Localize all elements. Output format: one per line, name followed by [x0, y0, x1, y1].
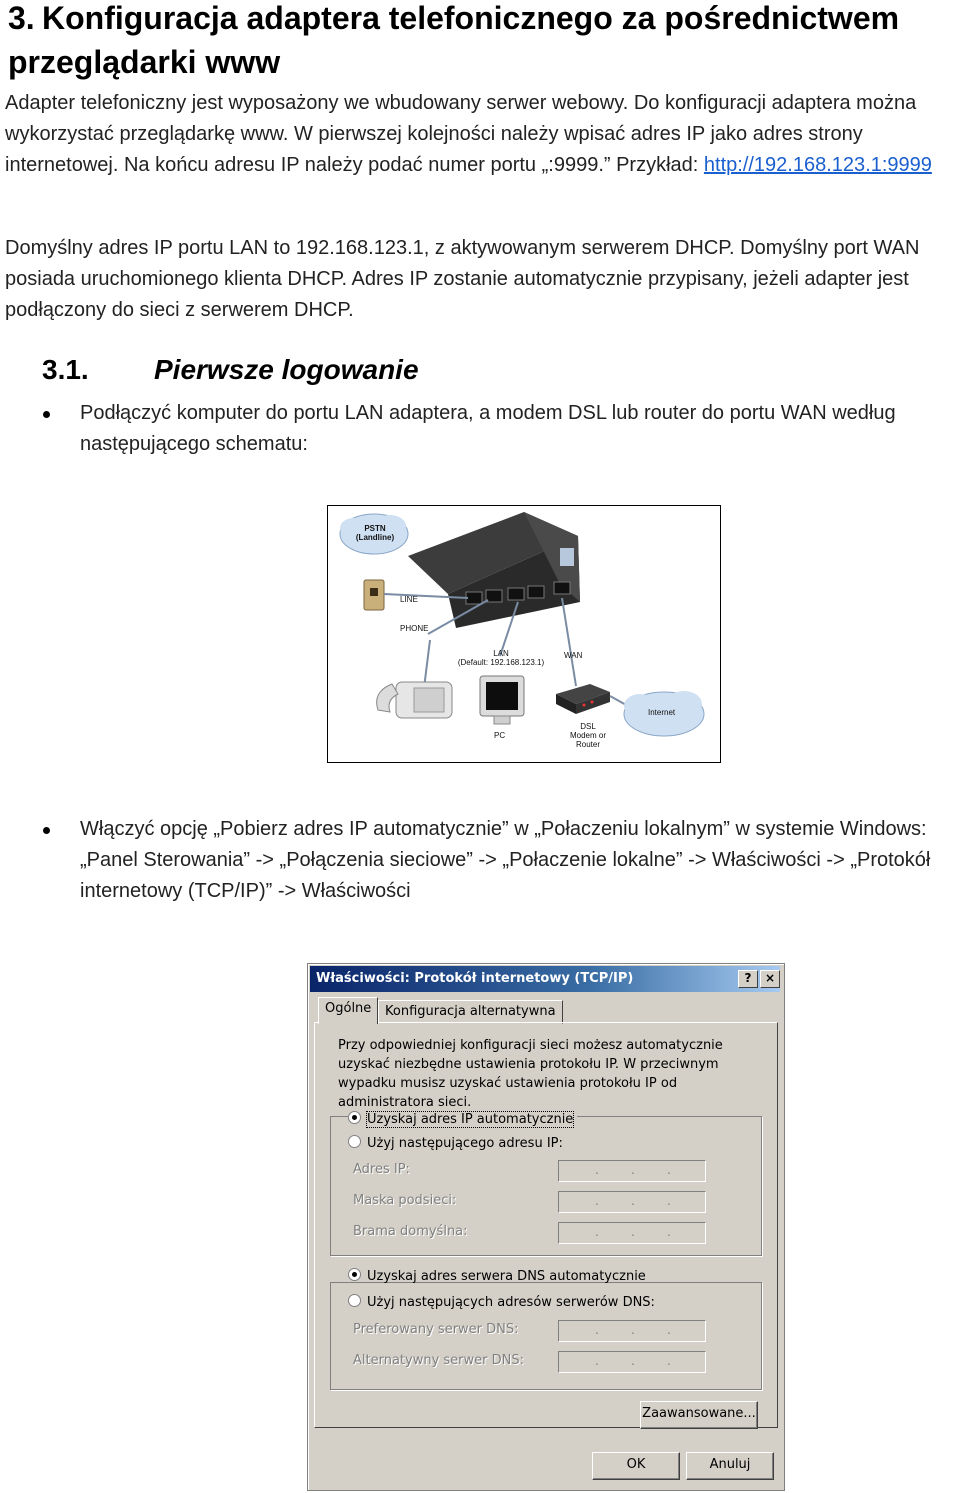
help-button[interactable]: ? — [738, 970, 758, 988]
ip-address-field[interactable]: . . . — [558, 1160, 706, 1182]
ip-manual-label: Użyj następującego adresu IP: — [367, 1136, 563, 1151]
gateway-label: Brama domyślna: — [353, 1224, 468, 1239]
section-heading — [8, 0, 958, 84]
advanced-button[interactable]: Zaawansowane... — [640, 1401, 758, 1429]
phone-label: PHONE — [400, 624, 429, 633]
intro-paragraph — [5, 88, 955, 181]
subsection-heading — [42, 350, 419, 390]
dialog-titlebar — [310, 966, 780, 992]
subsection-title: Pierwsze logowanie — [154, 354, 419, 385]
subnet-mask-label: Maska podsieci: — [353, 1193, 457, 1208]
dns-preferred-field[interactable]: . . . — [558, 1320, 706, 1342]
dsl-modem-icon — [556, 684, 610, 714]
ip-manual-radio[interactable] — [348, 1135, 563, 1152]
ip-address-label: Adres IP: — [353, 1162, 410, 1177]
section-number: 3. — [8, 0, 35, 36]
adapter-device-icon — [408, 512, 580, 628]
dns-manual-label: Użyj następujących adresów serwerów DNS: — [367, 1295, 655, 1310]
pstn-label: PSTN (Landline) — [355, 524, 395, 542]
dns-auto-radio[interactable] — [348, 1268, 646, 1285]
bullet-text: Podłączyć komputer do portu LAN adaptera, a modem DSL lub router do portu WAN według następującego schematu: — [80, 402, 896, 455]
dsl-label: DSL Modem or Router — [569, 722, 606, 749]
radio-selected-icon — [348, 1268, 361, 1281]
dns-auto-label: Uzyskaj adres serwera DNS automatycznie — [367, 1269, 646, 1284]
bullet-text: Włączyć opcję „Pobierz adres IP automatycznie” w „Połaczeniu lokalnym” w systemie Windows: „Panel Sterowania” -> „Połączenia sieciowe” -> „Połaczenie lokalne” -> Właściwości -> „Protokół internetowy (TCP/IP)” -> Właściwości — [80, 818, 931, 902]
defaults-paragraph — [5, 233, 955, 326]
wan-label: WAN — [564, 651, 583, 660]
radio-selected-icon — [348, 1111, 361, 1124]
ip-auto-radio[interactable] — [348, 1111, 577, 1128]
tab-alternate-config[interactable]: Konfiguracja alternatywna — [378, 1000, 563, 1024]
dns-alternate-field[interactable]: . . . — [558, 1351, 706, 1373]
internet-label: Internet — [648, 708, 676, 717]
dialog-title: Właściwości: Protokół internetowy (TCP/IP) — [316, 971, 634, 986]
section-title: Konfiguracja adaptera telefonicznego za pośrednictwem przeglądarki www — [8, 0, 900, 80]
telephone-icon — [377, 682, 452, 718]
pc-monitor-icon — [480, 676, 524, 724]
bullet-icon — [43, 411, 50, 418]
pc-label: PC — [494, 731, 506, 740]
close-button[interactable]: × — [760, 970, 780, 988]
gateway-field[interactable]: . . . — [558, 1222, 706, 1244]
cancel-button[interactable]: Anuluj — [686, 1452, 774, 1480]
ok-button[interactable]: OK — [592, 1452, 680, 1480]
radio-unselected-icon — [348, 1135, 361, 1148]
connection-diagram — [327, 505, 721, 763]
tcpip-properties-dialog — [307, 963, 785, 1491]
line-label: LINE — [400, 595, 418, 604]
dns-preferred-label: Preferowany serwer DNS: — [353, 1322, 519, 1337]
intro-text: Adapter telefoniczny jest wyposażony we wbudowany serwer webowy. Do konfiguracji adaptera można wykorzystać przeglądarkę www. W pierwszej kolejności należy wpisać adres IP jako adres strony internetowej. Na końcu adresu IP należy podać numer portu „:9999.” Przykład: — [5, 92, 917, 176]
subnet-mask-field[interactable]: . . . — [558, 1191, 706, 1213]
bullet-icon — [43, 827, 50, 834]
lan-label: LAN (Default: 192.168.123.1) — [457, 649, 545, 667]
connection-diagram-graphic — [328, 506, 720, 762]
ip-auto-label: Uzyskaj adres IP automatycznie — [367, 1112, 574, 1127]
dialog-intro-text: Przy odpowiedniej konfiguracji sieci możesz automatycznie uzyskać niezbędne ustawienia protokołu IP. W przeciwnym wypadku musisz uzyskać ustawienia protokołu IP od administratora sieci. — [338, 1038, 723, 1110]
dns-manual-radio[interactable] — [348, 1294, 659, 1311]
subsection-number: 3.1. — [42, 354, 89, 385]
tab-general[interactable]: Ogólne — [318, 997, 378, 1024]
radio-unselected-icon — [348, 1294, 361, 1307]
defaults-text: Domyślny adres IP portu LAN to 192.168.123.1, z aktywowanym serwerem DHCP. Domyślny port WAN posiada uruchomionego klienta DHCP. Adres IP zostanie automatycznie przypisany, jeżeli adapter jest podłączony do sieci z serwerem DHCP. — [5, 237, 920, 321]
dns-alternate-label: Alternatywny serwer DNS: — [353, 1353, 524, 1368]
example-url-link[interactable]: http://192.168.123.1:9999 — [703, 154, 932, 176]
